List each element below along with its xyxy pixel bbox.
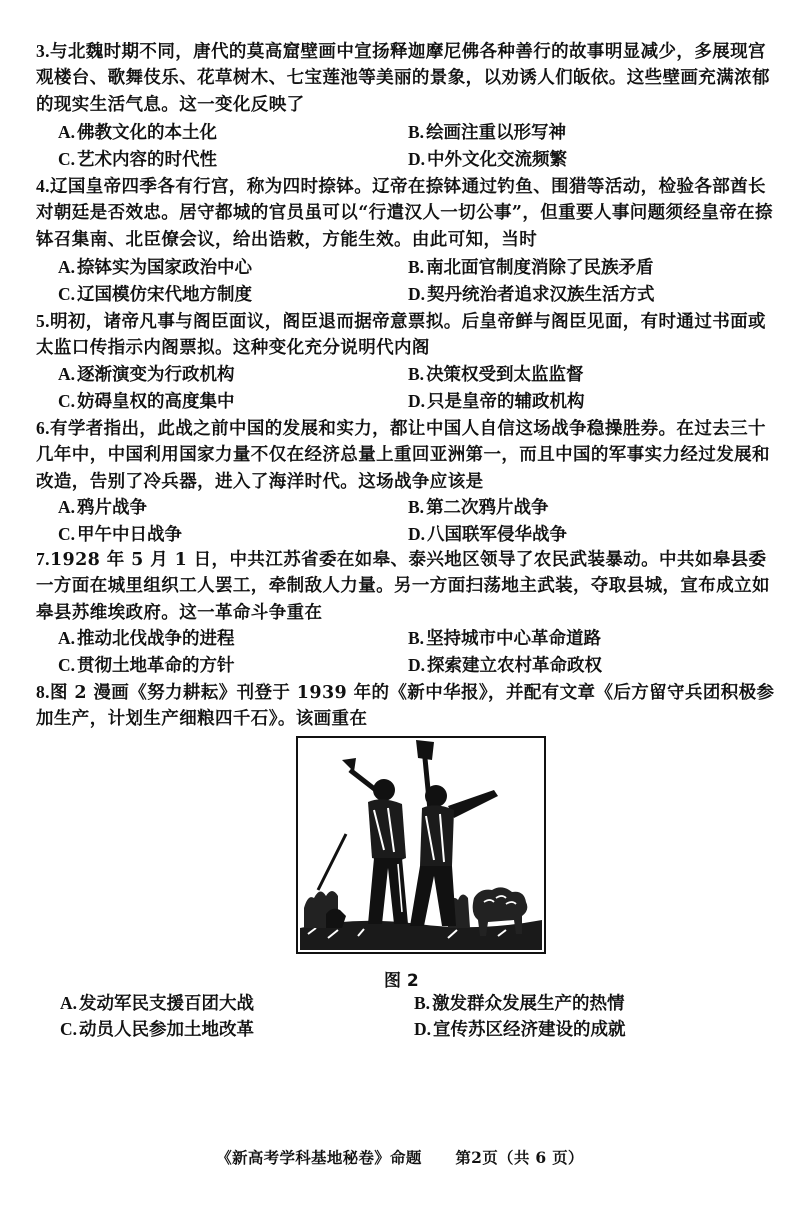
question-3-option-b: B. 绘画注重以形写神 bbox=[408, 122, 567, 143]
question-5-option-b: B. 决策权受到太监监督 bbox=[408, 364, 584, 385]
question-6-option-c: C. 甲午中日战争 bbox=[58, 524, 183, 545]
question-3-stem: 3.与北魏时期不同，唐代的莫高窟壁画中宣扬释迦摩尼佛各种善行的故事明显减少，多展现宫观楼台、歌舞伎乐、花草树木、七宝莲池等美丽的景象，以劝诱人们皈依。这些壁画充满浓郁的现实生活气息。这一变化反映了 bbox=[36, 41, 770, 115]
question-5-option-a: A. 逐渐演变为行政机构 bbox=[58, 364, 235, 385]
question-3-option-d: D. 中外文化交流频繁 bbox=[408, 149, 568, 170]
question-3-option-c: C. 艺术内容的时代性 bbox=[58, 149, 218, 170]
question-4-option-c: C. 辽国模仿宋代地方制度 bbox=[58, 284, 253, 305]
footer-page-number: 第2页（共 6 页） bbox=[455, 1148, 584, 1167]
question-5-option-c: C. 妨碍皇权的高度集中 bbox=[58, 391, 235, 412]
shovel-blade bbox=[416, 740, 434, 760]
right-figure-legs bbox=[410, 866, 456, 926]
right-figure-head bbox=[425, 785, 447, 807]
question-7-stem: 7.1928 年 5 月 1 日，中共江苏省委在如皋、泰兴地区领导了农民武装暴动。中共如皋县委一方面在城里组织工人罢工，牵制敌人力量。另一方面扫荡地主武装，夺取县城，宣布成立如皋县苏维埃政府。这一革命斗争重在 bbox=[36, 549, 770, 623]
question-8-option-a: A. 发动军民支援百团大战 bbox=[60, 993, 255, 1014]
page-footer bbox=[0, 1146, 800, 1168]
question-7-option-d: D. 探索建立农村革命政权 bbox=[408, 655, 603, 676]
question-6-stem: 6.有学者指出，此战之前中国的发展和实力，都让中国人自信这场战争稳操胜券。在过去三十几年中，中国利用国家力量不仅在经济总量上重回亚洲第一，而且中国的军事实力经过发展和改造，告别了冷兵器，进入了海洋时代。这场战争应该是 bbox=[36, 418, 770, 492]
footer-source: 《新高考学科基地秘卷》命题 bbox=[216, 1148, 422, 1167]
hoe-blade bbox=[342, 758, 356, 772]
question-8-stem: 8.图 2 漫画《努力耕耘》刊登于 1939 年的《新中华报》，并配有文章《后方留守兵团积极参加生产，计划生产细粮四千石》。该画重在 bbox=[36, 682, 775, 730]
question-8-option-b: B. 激发群众发展生产的热情 bbox=[414, 993, 625, 1014]
question-5-stem: 5.明初，诸帝凡事与阁臣面议，阁臣退而据帝意票拟。后皇帝鲜与阁臣见面，有时通过书面或太监口传指示内阁票拟。这种变化充分说明代内阁 bbox=[36, 311, 766, 359]
question-6-option-b: B. 第二次鸦片战争 bbox=[408, 497, 549, 518]
question-7-option-c: C. 贯彻土地革命的方针 bbox=[58, 655, 235, 676]
left-figure-torso bbox=[368, 799, 406, 861]
question-3-option-a: A. 佛教文化的本土化 bbox=[58, 122, 218, 143]
question-4-option-d: D. 契丹统治者追求汉族生活方式 bbox=[408, 284, 655, 305]
walking-stick bbox=[318, 834, 346, 890]
question-4-option-a: A. 捺钵实为国家政治中心 bbox=[58, 257, 253, 278]
question-4-option-b: B. 南北面官制度消除了民族矛盾 bbox=[408, 257, 654, 278]
figure-caption: 图 2 bbox=[384, 971, 419, 991]
question-6-option-d: D. 八国联军侵华战争 bbox=[408, 524, 568, 545]
question-7-option-a: A. 推动北伐战争的进程 bbox=[58, 628, 235, 649]
woodcut-illustration bbox=[298, 738, 544, 952]
right-figure-torso bbox=[420, 805, 454, 869]
question-5-option-d: D. 只是皇帝的辅政机构 bbox=[408, 391, 585, 412]
left-figure-legs bbox=[368, 858, 408, 924]
figure-2-cartoon bbox=[296, 736, 546, 954]
question-4-stem: 4.辽国皇帝四季各有行宫，称为四时捺钵。辽帝在捺钵通过钓鱼、围猎等活动，检验各部酋长对朝廷是否效忠。居守都城的官员虽可以“行遣汉人一切公事”，但重要人事问题须经皇帝在捺钵召集南、北臣僚会议，给出诰敕，方能生效。由此可知，当时 bbox=[36, 176, 773, 250]
question-8-option-c: C. 动员人民参加土地改革 bbox=[60, 1019, 255, 1040]
left-figure-head bbox=[373, 779, 395, 801]
question-6-option-a: A. 鸦片战争 bbox=[58, 497, 148, 518]
question-8-option-d: D. 宣传苏区经济建设的成就 bbox=[414, 1019, 626, 1040]
pointing-arm bbox=[448, 790, 498, 818]
question-7-option-b: B. 坚持城市中心革命道路 bbox=[408, 628, 602, 649]
